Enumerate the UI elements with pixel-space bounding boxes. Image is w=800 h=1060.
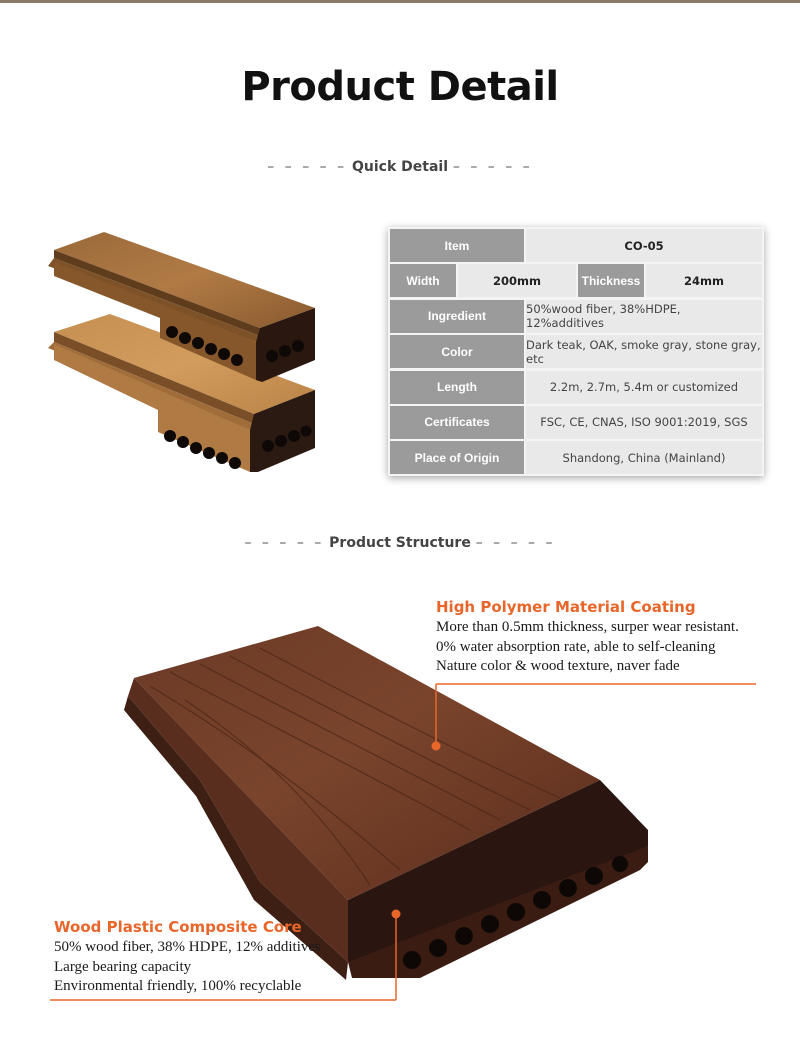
page-title: Product Detail	[241, 64, 559, 110]
coating-title: High Polymer Material Coating	[436, 598, 696, 616]
spec-label: Place of Origin	[390, 441, 524, 474]
spec-value-thickness: 24mm	[646, 264, 762, 297]
spec-row	[390, 335, 762, 368]
spec-label: Certificates	[390, 406, 524, 439]
top-strip	[0, 0, 800, 3]
heading-dashes-right: – – – – –	[452, 159, 533, 175]
spec-row	[390, 371, 762, 404]
spec-label-thickness: Thickness	[578, 264, 644, 297]
quick-detail-heading	[0, 159, 800, 175]
spec-label-item: Item	[390, 229, 524, 262]
quick-detail-heading-text: Quick Detail	[351, 159, 448, 175]
heading-dashes-left: – – – – –	[244, 535, 325, 551]
heading-dashes-left: – – – – –	[267, 159, 348, 175]
spec-value-item: CO-05	[526, 229, 762, 262]
coating-line: More than 0.5mm thickness, surper wear resistant.	[436, 619, 739, 635]
core-title: Wood Plastic Composite Core	[54, 918, 302, 936]
spec-label-width: Width	[390, 264, 456, 297]
spec-value: Dark teak, OAK, smoke gray, stone gray, etc	[526, 335, 762, 368]
spec-value: 50%wood fiber, 38%HDPE, 12%additives	[526, 300, 762, 333]
core-line: Large bearing capacity	[54, 958, 192, 975]
spec-label: Length	[390, 371, 524, 404]
core-callout	[54, 918, 321, 997]
spec-label: Ingredient	[390, 300, 524, 333]
spec-label: Color	[390, 335, 524, 368]
coating-callout	[436, 598, 739, 677]
core-line: Environmental friendly, 100% recyclable	[54, 978, 302, 994]
coating-line: 0% water absorption rate, able to self-cleaning	[436, 638, 716, 655]
core-line: 50% wood fiber, 38% HDPE, 12% additives	[54, 939, 321, 955]
spec-row	[390, 441, 762, 474]
coating-line: Nature color & wood texture, naver fade	[436, 658, 680, 674]
spec-table	[388, 227, 764, 476]
spec-row-width-thickness	[390, 264, 762, 297]
product-structure-heading-text: Product Structure	[329, 535, 471, 551]
spec-value-width: 200mm	[458, 264, 576, 297]
spec-value: FSC, CE, CNAS, ISO 9001:2019, SGS	[526, 406, 762, 439]
spec-row-item	[390, 229, 762, 262]
spec-value: 2.2m, 2.7m, 5.4m or customized	[526, 371, 762, 404]
product-boards-image	[40, 210, 340, 480]
spec-row	[390, 406, 762, 439]
heading-dashes-right: – – – – –	[475, 535, 556, 551]
product-structure-heading	[0, 535, 800, 551]
spec-row	[390, 300, 762, 333]
spec-value: Shandong, China (Mainland)	[526, 441, 762, 474]
